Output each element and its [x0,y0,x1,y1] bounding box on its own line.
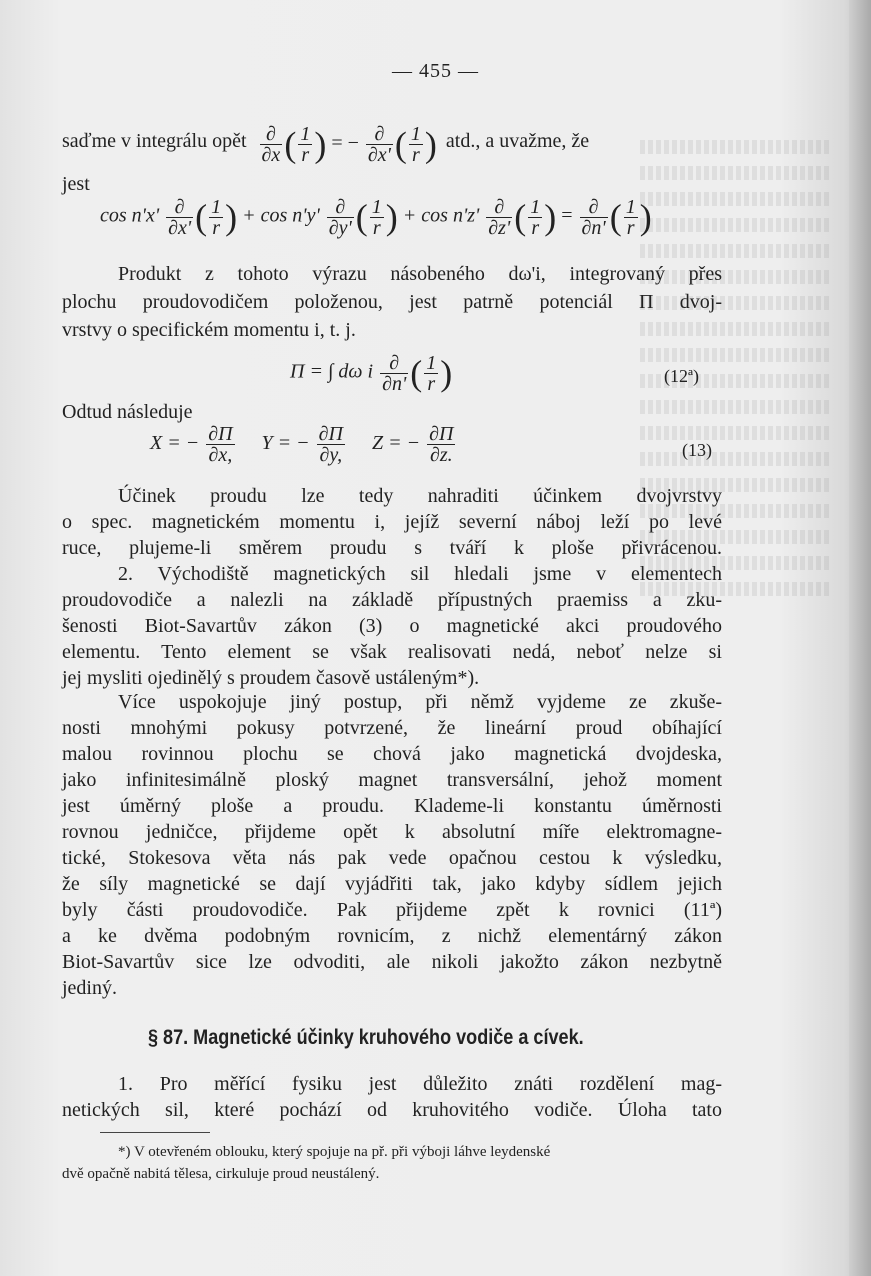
text-line-28: Biot-Savartův sice lze odvoditi, ale nikoli jakožto zákon nezbytně [62,951,722,973]
text-line-25: že síly magnetické se dají vyjádřiti tak, jako kdyby sídlem jejich [62,873,722,895]
text-line-20: malou rovinnou plochu se chová jako magnetická dvojdeska, [62,743,722,765]
text-line-4: Produkt z tohoto výrazu násobeného dω'i, integrovaný přes [118,263,722,285]
footnote-rule [100,1132,210,1133]
text-line-10: Účinek proudu lze tedy nahraditi účinkem dvojvrstvy [118,485,722,507]
footnote-line-1: *) V otevřeném oblouku, který spojuje na př. při výboji láhve leydenské [118,1144,551,1160]
text-line-18: Více uspokojuje jiný postup, při němž vyjdeme ze zkuše- [118,691,722,713]
text-line-21: jako infinitesimálně ploský magnet transversální, jehož moment [62,769,722,791]
text-line-13: 2. Východiště magnetických sil hledali jsme v elementech [118,563,722,585]
text-line-15: šenosti Biot-Savartův zákon (3) o magnetické akci proudového [62,615,722,637]
equation-2: cos n'x' $\frac{\partial}{\partial x'}$ ( $\frac{1}{r}$ ) + cos n'y' $\frac{\partial}{\partial y'}$ ( $\frac{1}{r}$ ) + cos n'z' $\frac{\partial}{\partial z'}$ ( $\frac{1}{r}$ ) = $\frac{\partial}{\partial n'}$ ( $\frac{1}{r}$ ) [100,195,652,239]
page-number: — 455 — [392,60,479,82]
text-line-31: 1. Pro měřící fysiku jest důležito znáti rozdělení mag- [118,1073,722,1095]
text-line-27: a ke dvěma podobným rovnicím, z nichž elementárný zákon [62,925,722,947]
text-line-29: jediný. [62,977,117,999]
text-line-14: proudovodiče a nalezli na základě přípustných praemiss a zku- [62,589,722,611]
text-line-23: rovnou jedničce, přijdeme opět k absolutní míře elektromagne- [62,821,722,843]
text-line-17: jej mysliti ojedinělý s proudem časově ustáleným*). [62,667,480,689]
equation-13: X = − $\frac{\partial\Pi}{\partial x,}$ Y = − $\frac{\partial\Pi}{\partial y,}$ Z = − $\frac{\partial\Pi}{\partial z.}$ [150,423,454,466]
text-line-11: o spec. magnetickém momentu i, jejíž severní náboj leží po levé [62,511,722,533]
text-line-6: vrstvy o specifickém momentu i, t. j. [62,319,356,341]
equation-12a: Π = ∫ dω i $\frac{\partial}{\partial n'}$ ( $\frac{1}{r}$ ) [290,351,453,395]
text-line-19: nosti mnohými pokusy potvrzené, že lineární proud obíhající [62,717,722,739]
section-heading: § 87. Magnetické účinky kruhového vodiče a cívek. [148,1026,584,1049]
equation-label-13: (13) [682,440,712,460]
text-line-1 [62,122,590,166]
footnote-line-2: dvě opačně nabitá tělesa, cirkuluje proud neustálený. [62,1166,380,1182]
page-edge-shadow [849,0,871,1276]
text-line-2: jest [62,173,90,195]
text-line-16: elementu. Tento element se však realisovati nedá, neboť nelze si [62,641,722,663]
equation-label-12a: (12ª) [664,366,699,386]
text-line-26: byly části proudovodiče. Pak přijdeme zpět k rovnici (11ª) [62,899,722,921]
line-1-pre: saďme v integrálu opět [62,130,247,153]
text-line-32: netických sil, které pochází od kruhovitého vodiče. Úloha tato [62,1099,722,1121]
line-1-post: atd., a uvažme, že [445,130,590,153]
text-line-5: plochu proudovodičem položenou, jest patrně potenciál Π dvoj- [62,291,722,313]
text-line-8: Odtud následuje [62,401,193,423]
text-line-24: tické, Stokesova věta nás pak vede opačnou cestou k výsledku, [62,847,722,869]
equation-1: $\frac{\partial}{\partial x}$ ( $\frac{1}{r}$ ) = − $\frac{\partial}{\partial x'}$ ( $\frac{1}{r}$ ) [261,123,437,166]
text-line-12: ruce, plujeme-li směrem proudu s tváří k ploše přivrácenou. [62,537,722,559]
text-line-22: jest úměrný ploše a proudu. Klademe-li konstantu úměrnosti [62,795,722,817]
